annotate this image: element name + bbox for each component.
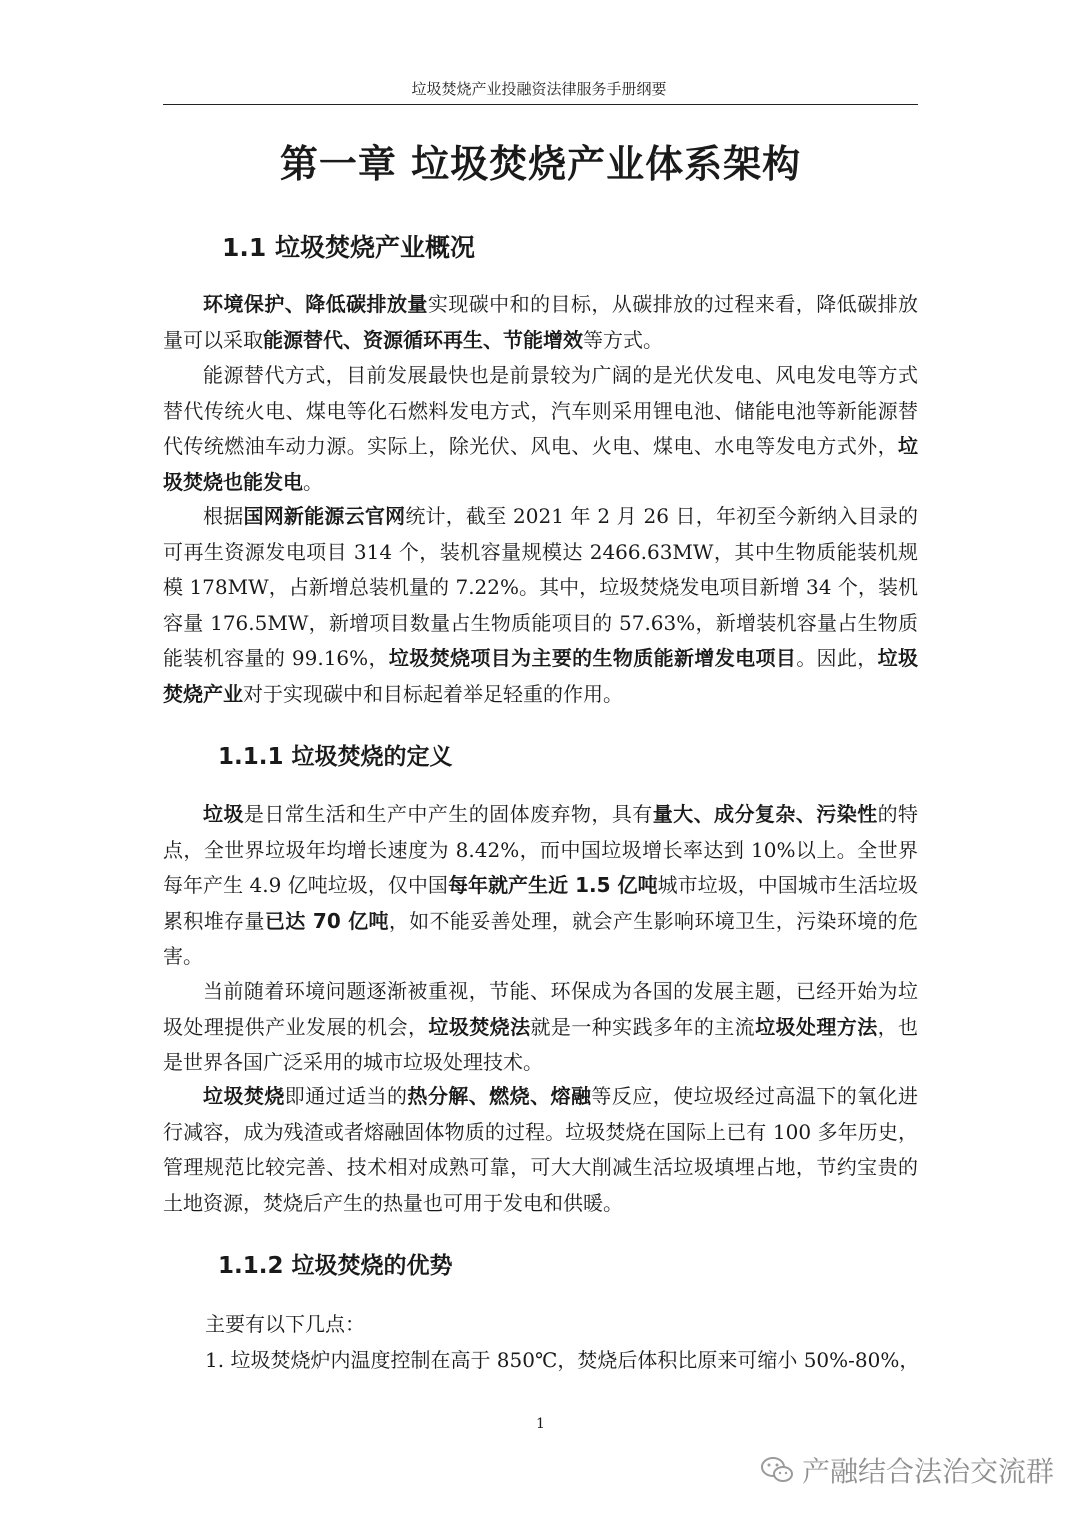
paragraph	[163, 287, 918, 358]
emphasis-text: 热分解、燃烧、熔融	[407, 1084, 592, 1108]
body-text: 即通过适当的	[284, 1084, 408, 1108]
emphasis-text: 垃圾焚烧项目为主要的生物质能新增发电项目	[388, 646, 797, 670]
running-header: 垃圾焚烧产业投融资法律服务手册纲要	[411, 80, 667, 98]
emphasis-text: 垃圾焚烧也能发电	[163, 434, 918, 494]
emphasis-text: 垃圾焚烧法	[428, 1014, 531, 1039]
emphasis-text: 环境保护、降低碳排放量	[203, 292, 428, 316]
paragraph	[163, 974, 918, 1081]
emphasis-text: 量大、成分复杂、污染性	[652, 802, 878, 826]
emphasis-text: 垃圾焚烧产业	[163, 646, 919, 706]
body-text: 是日常生活和生产中产生的固体废弃物，具有	[243, 802, 653, 826]
body-text: 对于实现碳中和目标起着举足轻重的作用。	[243, 681, 623, 706]
watermark	[760, 1450, 1054, 1490]
emphasis-text: 已达 70 亿吨	[264, 908, 389, 933]
emphasis-text: 国网新能源云官网	[243, 504, 406, 528]
emphasis-text: 能源替代、资源循环再生、节能增效	[263, 327, 583, 352]
section-heading-1-1-1: 1.1.1 垃圾焚烧的定义	[218, 744, 453, 770]
body-text: 等方式。	[583, 327, 663, 352]
body-text: 能源替代方式，目前发展最快也是前景较为广阔的是光伏发电、风电发电等方式替代传统火电、煤电等化石燃料发电方式，汽车则采用锂电池、储能电池等新能源替代传统燃油车动力源。实际上，除光伏、风电、火电、煤电、水电等发电方式外，	[163, 363, 918, 458]
body-text: 根据	[203, 504, 244, 528]
wechat-icon	[760, 1455, 794, 1485]
list-item: 1. 垃圾焚烧炉内温度控制在高于 850℃，焚烧后体积比原来可缩小 50%-80%，	[205, 1348, 920, 1372]
body-text: ，也是世界各国广泛采用的城市垃圾处理技术。	[163, 1014, 919, 1074]
body-text: 实现碳中和的目标，从碳排放的过程来看，降低碳排放量可以采取	[163, 292, 919, 352]
emphasis-text: 垃圾处理方法	[755, 1014, 878, 1039]
body-text: 就是一种实践多年的主流	[530, 1014, 756, 1039]
body-text: 统计，截至 2021 年 2 月 26 日，年初至今新纳入目录的可再生资源发电项目 314 个，装机容量规模达 2466.63MW，其中生物质能装机规模 178MW，占新增总装机量的 7.22%。其中，垃圾焚烧发电项目新增 34 个，装机容量 176.5MW，新增项目数量占生物质能项目的 57.63%，新增装机容量占生物质能装机容量的 99.16%，	[163, 504, 919, 670]
header-rule	[163, 104, 918, 105]
body-text: 。	[303, 469, 323, 494]
body-text: 的特点，全世界垃圾年均增长速度为 8.42%，而中国垃圾增长率达到 10%以上。全世界每年产生 4.9 亿吨垃圾，仅中国	[163, 802, 919, 897]
body-text: 城市垃圾，中国城市生活垃圾累积堆存量	[163, 873, 918, 933]
body-text: 等反应，使垃圾经过高温下的氧化进行减容，成为残渣或者熔融固体物质的过程。垃圾焚烧在国际上已有 100 多年历史，管理规范比较完善、技术相对成熟可靠，可大大削减生活垃圾填埋占地，节约宝贵的土地资源，焚烧后产生的热量也可用于发电和供暖。	[163, 1084, 919, 1215]
emphasis-text: 垃圾	[203, 802, 244, 826]
emphasis-text: 垃圾焚烧	[203, 1084, 285, 1108]
body-text: 当前随着环境问题逐渐被重视，节能、环保成为各国的发展主题，已经开始为垃圾处理提供产业发展的机会，	[163, 979, 918, 1039]
paragraph	[163, 1079, 918, 1221]
body-text: 。因此，	[796, 646, 878, 670]
section-heading-1-1-2: 1.1.2 垃圾焚烧的优势	[218, 1253, 453, 1279]
list-intro: 主要有以下几点：	[205, 1312, 365, 1336]
watermark-text: 产融结合法治交流群	[802, 1455, 1055, 1488]
paragraph	[163, 499, 918, 712]
emphasis-text: 每年就产生近 1.5 亿吨	[447, 873, 658, 897]
body-text: ，如不能妥善处理，就会产生影响环境卫生，污染环境的危害。	[163, 908, 919, 968]
paragraph	[163, 797, 918, 975]
paragraph	[163, 358, 918, 500]
page-number: 1	[536, 1416, 545, 1432]
chapter-title: 第一章 垃圾焚烧产业体系架构	[279, 142, 802, 186]
section-heading-1-1: 1.1 垃圾焚烧产业概况	[222, 233, 475, 262]
